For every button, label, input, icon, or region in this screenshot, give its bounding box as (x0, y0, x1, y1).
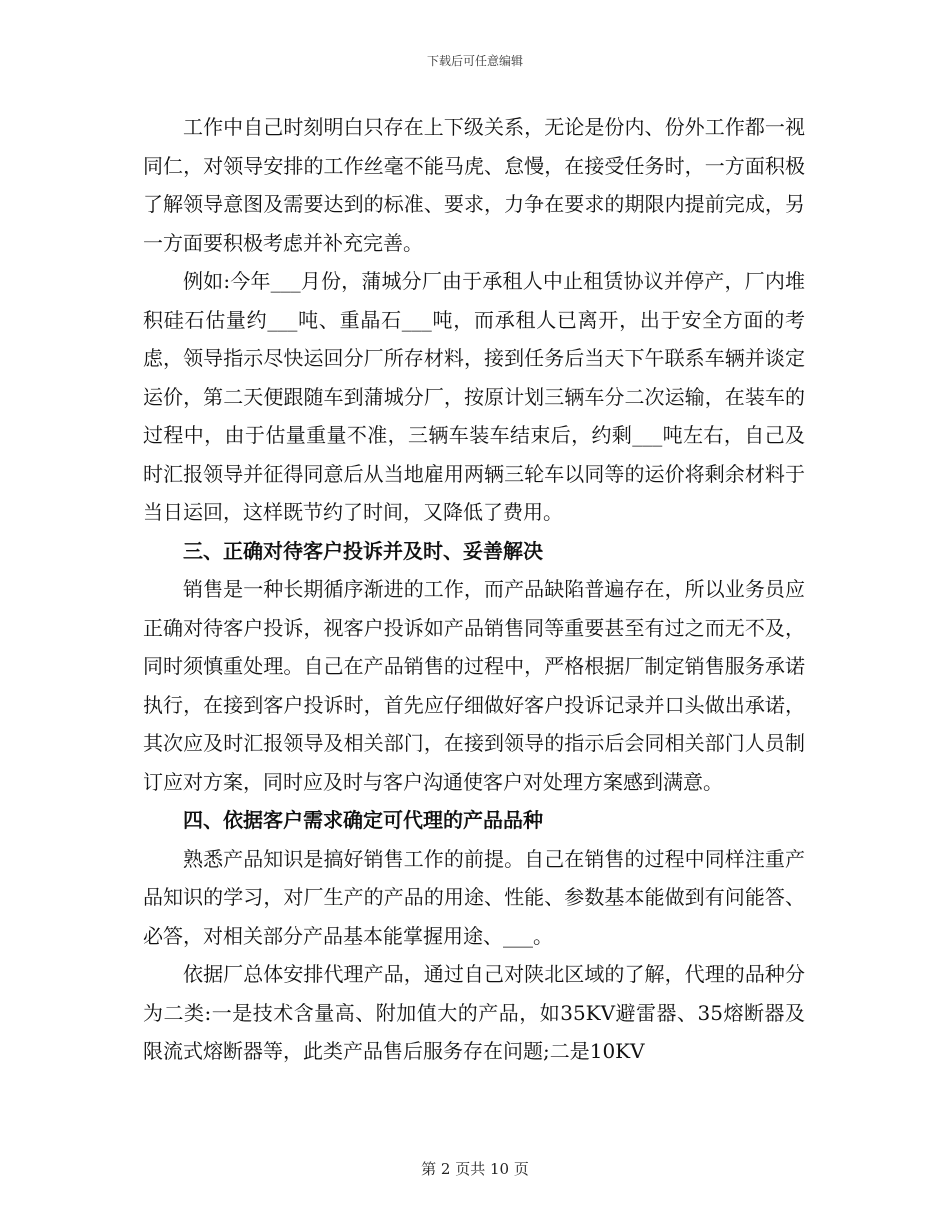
paragraph-5: 依据厂总体安排代理产品，通过自己对陕北区域的了解，代理的品种分为二类:一是技术含量高、附加值大的产品，如35KV避雷器、35熔断器及限流式熔断器等，此类产品售后服务存在问题;二是10KV (143, 962, 805, 1063)
paragraph-3: 销售是一种长期循序渐进的工作，而产品缺陷普遍存在，所以业务员应正确对待客户投诉，视客户投诉如产品销售同等重要甚至有过之而无不及，同时须慎重处理。自己在产品销售的过程中，严格根据厂制定销售服务承诺执行，在接到客户投诉时，首先应仔细做好客户投诉记录并口头做出承诺，其次应及时汇报领导及相关部门，在接到领导的指示后会同相关部门人员制订应对方案，同时应及时与客户沟通使客户对处理方案感到满意。 (143, 577, 805, 794)
document-body (143, 108, 805, 1071)
paragraph-1: 工作中自己时刻明白只存在上下级关系，无论是份内、份外工作都一视同仁，对领导安排的工作丝毫不能马虎、怠慢，在接受任务时，一方面积极了解领导意图及需要达到的标准、要求，力争在要求的期限内提前完成，另一方面要积极考虑并补充完善。 (143, 115, 805, 255)
paragraph-4: 熟悉产品知识是搞好销售工作的前提。自己在销售的过程中同样注重产品知识的学习，对厂生产的产品的用途、性能、参数基本能做到有问能答、必答，对相关部分产品基本能掌握用途、___。 (143, 846, 805, 948)
page-header: 下载后可任意编辑 (426, 54, 523, 68)
paragraph-2: 例如:今年___月份，蒲城分厂由于承租人中止租赁协议并停产，厂内堆积硅石估量约___吨、重晶石___吨，而承租人已离开，出于安全方面的考虑，领导指示尽快运回分厂所存材料，接到任务后当天下午联系车辆并谈定运价，第二天便跟随车到蒲城分厂，按原计划三辆车分二次运输，在装车的过程中，由于估量重量不准，三辆车装车结束后，约剩___吨左右，自己及时汇报领导并征得同意后从当地雇用两辆三轮车以同等的运价将剩余材料于当日运回，这样既节约了时间，又降低了费用。 (143, 269, 805, 524)
page-footer: 第 2 页共 10 页 (421, 1160, 529, 1178)
section-heading-4: 四、依据客户需求确定可代理的产品品种 (183, 808, 543, 832)
section-heading-3: 三、正确对待客户投诉并及时、妥善解决 (183, 538, 543, 563)
